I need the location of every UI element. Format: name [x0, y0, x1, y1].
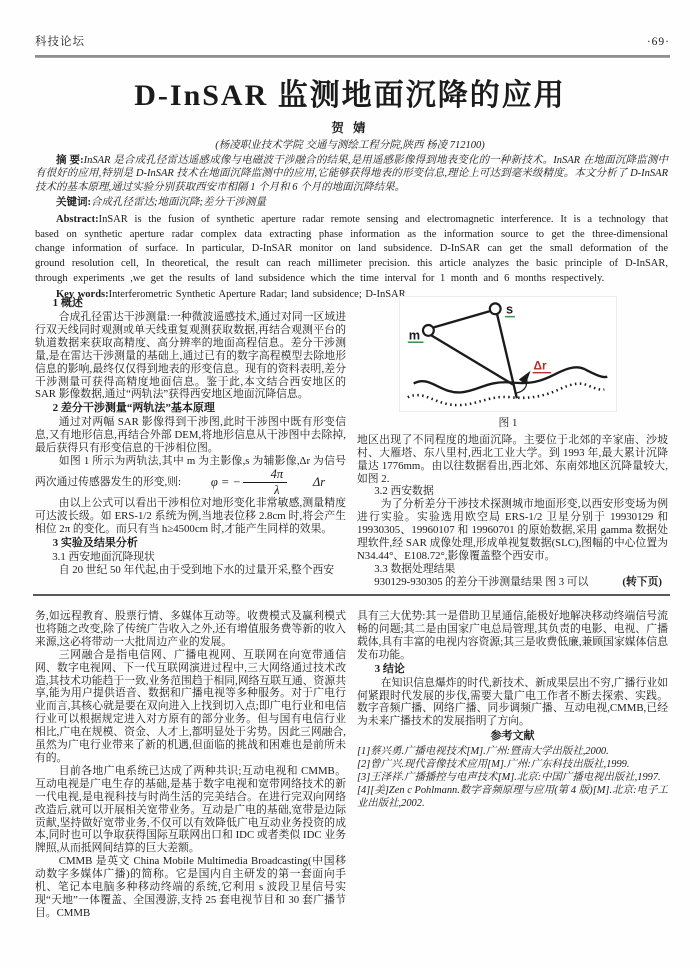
formula-rhs: Δr [312, 475, 326, 490]
keywords-cn-label: 关键词: [56, 197, 91, 209]
header-double-rule [35, 55, 670, 58]
sensor-m-node [423, 325, 434, 336]
article2-columns [35, 610, 668, 930]
continued-on-next-page-note: (转下页) [622, 575, 662, 588]
abstract-en-text: InSAR is the fusion of synthetic aperture radar remote sensing and electromagnetic interference. It is a technology that based on synthetic aperture radar complex data extracting phase information as the information source to get the three-dimensional change information of surface. In particular, D-InSAR monitor on land subsidence. D-InSAR can get the small deformation of the ground resolution cell, In theoretical, the result can reach millimeter precision. this article analyzes the basic principle of D-InSAR, through experiments ,we get the results of land subsidence which the time interval for 1 month and 6 months respectively. [35, 214, 668, 284]
section-heading-3: 3 实验及结果分析 [52, 536, 138, 549]
formula-lhs: φ = − [210, 475, 241, 490]
section-heading-2: 2 差分干涉测量“两轨法”基本原理 [52, 402, 215, 415]
article2-paragraph-4: CMMB 是英文 China Mobile Multimedia Broadcasting(中国移动数字多媒体广播)的简称。它是国内自主研发的第一套面向手机、笔记本电脑多种移动终端的系统,它利用 s 波段卫星信号实现“天地”一体覆盖、全国漫游,支持 25 套电视节目和 30 套广播节目。CMMB [35, 855, 346, 919]
subsection-heading-3-1: 3.1 西安地面沉降现状 [52, 550, 155, 563]
label-delta-r: Δr [533, 359, 547, 373]
article2-paragraph-3: 目前各地广电系统已达成了两种共识;互动电视和 CMMB。互动电视是广电生存的基础,是基于数字电视和宽带网络技术的新一代电视,是电视科技与时尚生活的完美结合。在进行完双向网络改造后,就可以开展相关宽带业务。互动是广电的基础,宽带是边际贡献,坚持做好宽带业务,不仅可以有效降低广电互动业务投资的成本,同时也可以争取获得国际互联网出口和 IDC 或者类似 IDC 业务牌照,从而抵网间结算的巨大差额。 [35, 764, 346, 855]
sensor-s-node [490, 303, 501, 314]
insar-phase-formula [187, 468, 325, 497]
article1-left-column [35, 296, 346, 592]
references-title: 参考文献 [490, 730, 535, 743]
section1-paragraph: 合成孔径雷达干涉测量:一种微波遥感技术,通过对同一区域进行双天线同时观测或单天线重复观测获取数据,再结合观测平台的轨道数据来获取高精度、高分辨率的地面高程信息。差分干涉测量,是在雷达干涉测量的基础上,通过已有的数字高程模型去除地形信息的影响,最终仅仅得到地表的形变信息。现有的资料表明,差分干涉测量可获得高精度地面信息。鉴于此,本文结合西安地区的 SAR 影像数据,通过“两轨法”获得西安地区地面沉降信息。 [35, 311, 346, 401]
subsection-heading-3-3: 3.3 数据处理结果 [374, 562, 456, 575]
abstract-block [35, 154, 668, 302]
subsection-heading-3-2: 3.2 西安数据 [374, 485, 434, 498]
section3-1-paragraph-continued: 地区出现了不同程度的地面沉降。主要位于北郊的辛家庙、沙坡村、大雁塔、东八里村,西北工业大学。到 1993 年,最大累计沉降量达 1776mm。由以往数据看出,西北郊、东南郊地区沉降量较大,如图 2. [357, 433, 668, 485]
article1-columns [35, 296, 668, 592]
sightline-m-ground [431, 335, 513, 384]
article-divider-rule [33, 594, 670, 596]
conclusion-paragraph: 在知识信息爆炸的时代,新技术、新成果层出不穷,广播行业如何紧跟时代发展的步伐,需要大量广电工作者不断去探索、实践。数字音频广播、网络广播、同步调频广播、互动电视,CMMB,已经为未来广播技术的发展指明了方向。 [357, 676, 668, 728]
section3-1-paragraph: 自 20 世纪 50 年代起,由于受到地下水的过量开采,整个西安 [58, 563, 335, 576]
reference-item-4: [4][美]Zen c Pohlmann.数字音频原理与应用(第 4 版)[M].北京:电子工业出版社,2002. [357, 785, 668, 810]
baseline-m-s [433, 311, 491, 328]
formula-intro-text: 如图 1 所示为两轨法,其中 m 为主影像,s 为辅影像,Δr 为信号两次通过传感器发生的形变,则: [35, 455, 346, 489]
section2-paragraph-1: 通过对两幅 SAR 影像得到干涉图,此时干涉图中既有形变信息,又有地形信息,再结合外部 DEM,将地形信息从干涉图中去除掉,最后获得只有形变信息的干涉相位图。 [35, 416, 346, 455]
journal-section-label: 科技论坛 [35, 36, 85, 48]
page-header [35, 33, 670, 49]
keywords-cn [35, 196, 668, 209]
reference-item-3: [3]王泽祥.广播播控与电声技术[M].北京:中国广播电视出版社,1997. [357, 772, 661, 784]
figure-1 [399, 296, 617, 430]
abstract-en [35, 213, 668, 286]
section3-3-text: 930129-930305 的差分干涉测量结果 图 3 可以 [374, 575, 589, 588]
section3-2-paragraph: 为了分析差分干涉技术探测城市地面形变,以西安形变场为例进行实验。实验选用欧空局 ERS-1/2 卫星分别于 19930129 和 19930305、19960107 和 19960701 的原始数据,采用 gamma 数据处理软件,经 SAR 成像处理,形成单视复数据(SLC),图幅的中心位置为 N34.44°、E108.72°,影像覆盖整个西安市。 [357, 498, 668, 562]
article2-right-column [357, 610, 668, 930]
article2-paragraph-5: 具有三大优势:其一是借助卫星通信,能极好地解决移动终端信号流畅的问题;其二是由国家广电总局管理,其负责的电影、电视、广播载体,具有丰富的电视内容资源;其三是收费低廉,兼顾国家媒体信息发布功能。 [357, 610, 668, 661]
section2-paragraph-3: 由以上公式可以看出干涉相位对地形变化非常敏感,测量精度可达波长级。如 ERS-1/2 系统为例,当地表位移 2.8cm 时,将会产生相位 2π 的变化。而只有当 h≥4500cm 时,才能产生同样的效果。 [35, 497, 346, 536]
abstract-en-label: Abstract: [56, 214, 99, 226]
sightline-s-ground [497, 315, 517, 399]
article-affiliation: (杨凌职业技术学院 交通与测绘工程分院,陕西 杨凌 712100) [215, 140, 485, 151]
article-title: D-InSAR 监测地面沉降的应用 [134, 79, 566, 112]
formula-denominator: λ [274, 483, 280, 498]
abstract-cn-text: InSAR 是合成孔径雷达遥感成像与电磁波干涉融合的结果,是用遥感影像得到地表变化的一种新技术。InSAR 在地面沉降监测中有很好的应用,特别是 D-InSAR 技术在地面沉降监测中的应用,它能够获得地表的形变信息,理论上可达到毫米级精度。本文分析了 D-InSAR 技术的基本原理,通过实验分别获取西安市相隔 1 个月和 6 个月的地面沉降结果。 [35, 155, 668, 193]
article2-left-column [35, 610, 346, 930]
label-slave-image: s [506, 301, 514, 317]
formula-numerator: 4π [243, 468, 287, 483]
article2-paragraph-1: 务,如远程教育、股票行情、多媒体互动等。收费模式及赢利模式也将随之改变,除了传统广告收入之外,还有增值服务费等新的收入来源,这必将带动一大批周边产业的发展。 [35, 610, 346, 648]
abstract-cn [35, 154, 668, 194]
article2-paragraph-2: 三网融合是指电信网、广播电视网、互联网在向宽带通信网、数字电视网、下一代互联网演进过程中,三大网络通过技术改造,其技术功能趋于一致,业务范围趋于相同,网络互联互通、资源共享,能为用户提供语音、数据和广播电视等多种服务。对于广电行业而言,其核心就是要在双向进入上找到切入点;即广电行业和电信行业可以根据规定进入对方原有的部分业务。但与国有电信行业相比,广电在规模、资金、人才上,都明显处于劣势。因此三网融合,虽然为广电行业带来了新的机遇,但面临的挑战和困难也是前所未有的。 [35, 648, 346, 764]
keywords-en-text: Interferometric Synthetic Aperture Radar; land subsidence; D-InSAR [108, 289, 406, 301]
reference-item-2: [2]曾广兴.现代音像技术应用[M].广州:广东科技出版社,1999. [357, 759, 630, 771]
section3-3-line [357, 576, 668, 589]
conclusion-heading: 3 结论 [374, 662, 405, 675]
article-author: 贺 婧 [331, 121, 369, 135]
abstract-cn-label: 摘 要: [56, 155, 84, 166]
figure-1-caption: 图 1 [498, 416, 518, 429]
formula-fraction [243, 468, 287, 497]
label-master-image: m [408, 327, 421, 343]
keywords-en-label: Key words: [56, 289, 109, 301]
keywords-cn-text: 合成孔径雷达;地面沉降;差分干涉测量 [91, 197, 266, 209]
page-number: ·69· [646, 36, 670, 48]
article1-right-column [357, 296, 668, 592]
section-heading-1: 1 概述 [52, 297, 83, 309]
insar-two-pass-diagram [399, 296, 617, 412]
reference-item-1: [1]蔡兴勇.广播电视技术[M].广州:暨南大学出版社,2000. [357, 746, 609, 758]
section2-paragraph-formula [35, 455, 346, 497]
